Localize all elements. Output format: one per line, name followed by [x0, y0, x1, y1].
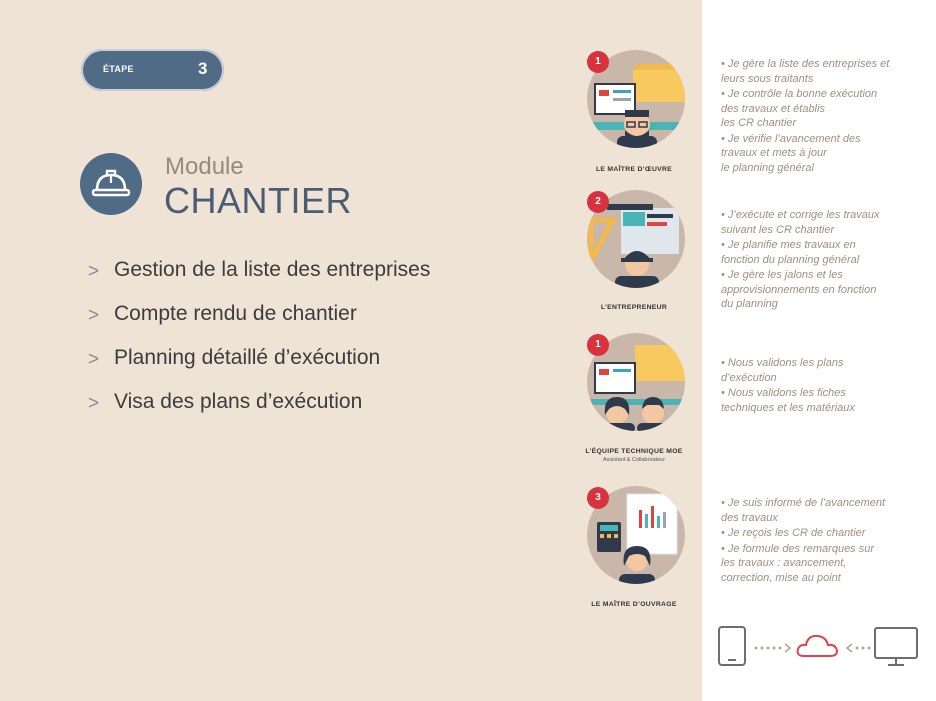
bullet-text: • Je gère les jalons et les approvisionnements en fonction du planning — [721, 269, 877, 310]
feature-text: Gestion de la liste des entreprises — [114, 258, 431, 281]
arrow-left-icon — [847, 644, 871, 652]
tablet-icon — [719, 627, 745, 665]
step-pill — [81, 49, 224, 91]
hard-hat-icon — [80, 153, 142, 215]
feature-list — [88, 258, 430, 434]
bullet-text: • Je vérifie l’avancement des travaux et mets à jour le planning général — [721, 132, 861, 174]
role-sublabel: Assistant & Collaborateur — [602, 457, 666, 463]
chevron-right-icon: > — [88, 261, 100, 282]
feature-text: Visa des plans d’exécution — [114, 390, 363, 413]
bullet-text: • Je planifie mes travaux en fonction du planning général — [721, 239, 860, 266]
role-bullets — [721, 356, 921, 416]
step-label: ÉTAPE — [103, 64, 134, 74]
role-bullets — [721, 57, 921, 176]
bullet-text: • Nous validons les plans d’exécution — [721, 357, 844, 384]
module-subtitle: Module — [165, 153, 244, 180]
bullet-text: • Je formule des remarques sur les travaux : avancement, correction, mise au point — [721, 542, 875, 584]
role-label: L’ÉQUIPE TECHNIQUE MOE — [585, 448, 683, 455]
feature-item — [88, 302, 430, 346]
role-label: LE MAÎTRE D’OUVRAGE — [591, 601, 677, 608]
bullet-text: • Je gère la liste des entreprises et leurs sous traitants — [721, 58, 890, 85]
role-badge: 1 — [587, 334, 609, 356]
feature-item — [88, 346, 430, 390]
bullet-text: • Je contrôle la bonne exécution des travaux et établis les CR chantier — [721, 88, 878, 129]
bullet-text: • Je suis informé de l’avancement des travaux — [721, 497, 886, 524]
role-label: L’ENTREPRENEUR — [600, 304, 668, 311]
role-badge: 1 — [587, 51, 609, 73]
role-badge: 3 — [587, 487, 609, 509]
module-title: CHANTIER — [164, 180, 353, 221]
role-badge: 2 — [587, 191, 609, 213]
feature-text: Compte rendu de chantier — [114, 302, 357, 325]
chevron-right-icon: > — [88, 393, 100, 414]
feature-item — [88, 258, 430, 302]
feature-text: Planning détaillé d’exécution — [114, 346, 381, 369]
chevron-right-icon: > — [88, 305, 100, 326]
step-number: 3 — [198, 59, 208, 78]
feature-item — [88, 390, 430, 434]
bullet-text: • J’exécute et corrige les travaux suivant les CR chantier — [721, 209, 880, 236]
role-bullets — [721, 208, 921, 313]
sync-diagram — [716, 624, 921, 670]
bullet-text: • Nous validons les fiches techniques et les matériaux — [721, 387, 855, 414]
role-bullets — [721, 496, 921, 586]
role-label: LE MAÎTRE D’ŒUVRE — [595, 166, 673, 173]
bullet-text: • Je reçois les CR de chantier — [721, 527, 866, 539]
monitor-icon — [875, 628, 917, 665]
chevron-right-icon: > — [88, 349, 100, 370]
arrow-right-icon — [755, 644, 791, 652]
cloud-icon — [798, 636, 837, 656]
